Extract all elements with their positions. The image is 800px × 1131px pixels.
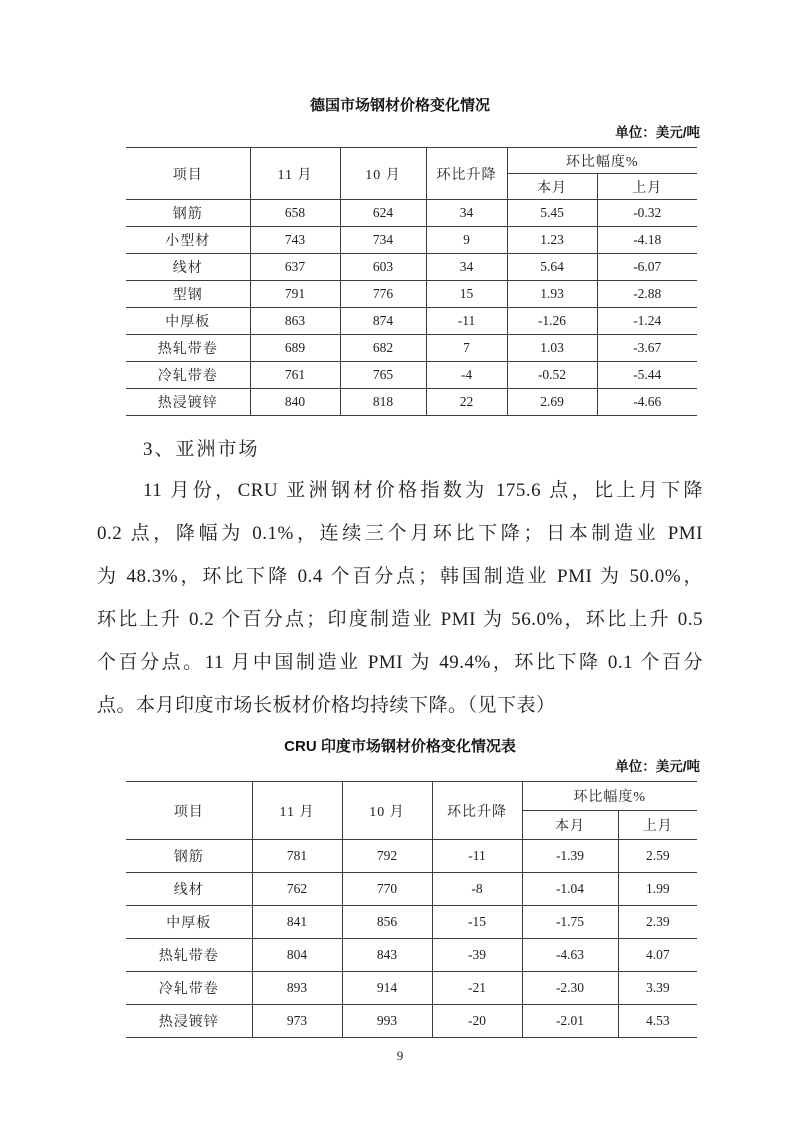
paragraph-line: 为 48.3%，环比下降 0.4 个百分点；韩国制造业 PMI 为 50.0%， [97,566,703,587]
row-value-cell: 973 [252,1005,342,1038]
row-value-cell: 4.53 [618,1005,697,1038]
header-this-month: 本月 [522,811,618,840]
table-row [126,200,697,227]
row-value-cell: 761 [250,362,340,389]
india-price-table [126,781,697,1038]
row-value-cell: 781 [252,840,342,873]
row-item-cell: 热浸镀锌 [126,389,250,416]
table-row [126,362,697,389]
page-number: 9 [396,1048,404,1063]
row-value-cell: -11 [432,840,522,873]
table-body [126,840,697,1038]
row-value-cell: -5.44 [597,362,697,389]
row-value-cell: 682 [340,335,426,362]
row-value-cell: -2.01 [522,1005,618,1038]
row-value-cell: 818 [340,389,426,416]
row-value-cell: 791 [250,281,340,308]
row-value-cell: 34 [426,254,507,281]
row-value-cell: -6.07 [597,254,697,281]
row-item-cell: 小型材 [126,227,250,254]
row-value-cell: 765 [340,362,426,389]
paragraph-line: 点。本月印度市场长板材价格均持续下降。（见下表） [97,695,556,716]
row-value-cell: -4.63 [522,939,618,972]
row-value-cell: -1.04 [522,873,618,906]
row-value-cell: 776 [340,281,426,308]
header-nov: 11 月 [252,782,342,840]
table-row [126,254,697,281]
row-value-cell: -1.75 [522,906,618,939]
row-value-cell: -1.24 [597,308,697,335]
row-value-cell: 5.45 [507,200,597,227]
table-row [126,906,697,939]
row-value-cell: -1.26 [507,308,597,335]
row-value-cell: 993 [342,1005,432,1038]
paragraph-line: 环比上升 0.2 个百分点；印度制造业 PMI 为 56.0%，环比上升 0.5 [97,609,703,630]
row-value-cell: 689 [250,335,340,362]
header-change: 环比升降 [426,148,507,200]
row-value-cell: 843 [342,939,432,972]
paragraph-line: 0.2 点，降幅为 0.1%，连续三个月环比下降；日本制造业 PMI [97,523,703,544]
table-row [126,227,697,254]
row-item-cell: 冷轧带卷 [126,362,250,389]
row-value-cell: 840 [250,389,340,416]
row-item-cell: 热轧带卷 [126,939,252,972]
row-item-cell: 中厚板 [126,308,250,335]
section-heading: 3、亚洲市场 [143,439,260,460]
row-value-cell: -0.52 [507,362,597,389]
row-value-cell: 863 [250,308,340,335]
row-value-cell: 743 [250,227,340,254]
row-value-cell: -1.39 [522,840,618,873]
header-last-month: 上月 [618,811,697,840]
row-item-cell: 热浸镀锌 [126,1005,252,1038]
row-value-cell: 1.93 [507,281,597,308]
row-value-cell: -0.32 [597,200,697,227]
row-item-cell: 钢筋 [126,200,250,227]
row-value-cell: 2.69 [507,389,597,416]
row-value-cell: -21 [432,972,522,1005]
row-item-cell: 线材 [126,254,250,281]
row-value-cell: -20 [432,1005,522,1038]
table-header [126,782,697,840]
row-value-cell: -11 [426,308,507,335]
table-row [126,281,697,308]
row-value-cell: 603 [340,254,426,281]
table-row [126,873,697,906]
paragraph-line: 11 月份，CRU 亚洲钢材价格指数为 175.6 点，比上月下降 [143,480,703,501]
row-value-cell: 2.59 [618,840,697,873]
table-row [126,308,697,335]
row-value-cell: 637 [250,254,340,281]
header-item: 项目 [126,782,252,840]
row-value-cell: 3.39 [618,972,697,1005]
header-nov: 11 月 [250,148,340,200]
table-row [126,389,697,416]
header-ratio: 环比幅度% [507,148,697,174]
row-item-cell: 热轧带卷 [126,335,250,362]
table-row [126,335,697,362]
header-oct: 10 月 [340,148,426,200]
row-value-cell: 9 [426,227,507,254]
row-value-cell: -4.66 [597,389,697,416]
header-ratio: 环比幅度% [522,782,697,811]
table2-unit-label: 单位：美元/吨 [615,759,700,774]
row-value-cell: -15 [432,906,522,939]
row-value-cell: 792 [342,840,432,873]
header-last-month: 上月 [597,174,697,200]
header-this-month: 本月 [507,174,597,200]
row-value-cell: 4.07 [618,939,697,972]
table-header [126,148,697,200]
row-value-cell: 7 [426,335,507,362]
row-value-cell: 914 [342,972,432,1005]
row-value-cell: 734 [340,227,426,254]
row-value-cell: 5.64 [507,254,597,281]
row-item-cell: 钢筋 [126,840,252,873]
row-value-cell: 762 [252,873,342,906]
row-value-cell: -2.88 [597,281,697,308]
row-value-cell: 770 [342,873,432,906]
row-value-cell: -8 [432,873,522,906]
row-value-cell: 893 [252,972,342,1005]
row-value-cell: -4.18 [597,227,697,254]
document-page [97,0,703,1064]
paragraph-line: 个百分点。11 月中国制造业 PMI 为 49.4%，环比下降 0.1 个百分 [97,652,703,673]
row-item-cell: 冷轧带卷 [126,972,252,1005]
row-value-cell: 15 [426,281,507,308]
row-value-cell: 22 [426,389,507,416]
row-value-cell: 874 [340,308,426,335]
row-value-cell: 1.99 [618,873,697,906]
row-value-cell: -4 [426,362,507,389]
row-value-cell: -2.30 [522,972,618,1005]
row-value-cell: 624 [340,200,426,227]
table1-title: 德国市场钢材价格变化情况 [309,97,490,114]
table2-title: CRU 印度市场钢材价格变化情况表 [284,738,516,755]
row-item-cell: 型钢 [126,281,250,308]
germany-price-table [126,147,697,416]
row-item-cell: 中厚板 [126,906,252,939]
row-value-cell: 856 [342,906,432,939]
body-paragraph [97,469,703,727]
table1-unit-label: 单位：美元/吨 [615,125,700,140]
row-item-cell: 线材 [126,873,252,906]
header-item: 项目 [126,148,250,200]
table-row [126,1005,697,1038]
row-value-cell: -3.67 [597,335,697,362]
row-value-cell: 1.23 [507,227,597,254]
row-value-cell: 658 [250,200,340,227]
row-value-cell: 2.39 [618,906,697,939]
header-change: 环比升降 [432,782,522,840]
table-row [126,972,697,1005]
table-row [126,939,697,972]
row-value-cell: 34 [426,200,507,227]
row-value-cell: 804 [252,939,342,972]
header-oct: 10 月 [342,782,432,840]
row-value-cell: 841 [252,906,342,939]
row-value-cell: 1.03 [507,335,597,362]
table-row [126,840,697,873]
row-value-cell: -39 [432,939,522,972]
table-body [126,200,697,416]
